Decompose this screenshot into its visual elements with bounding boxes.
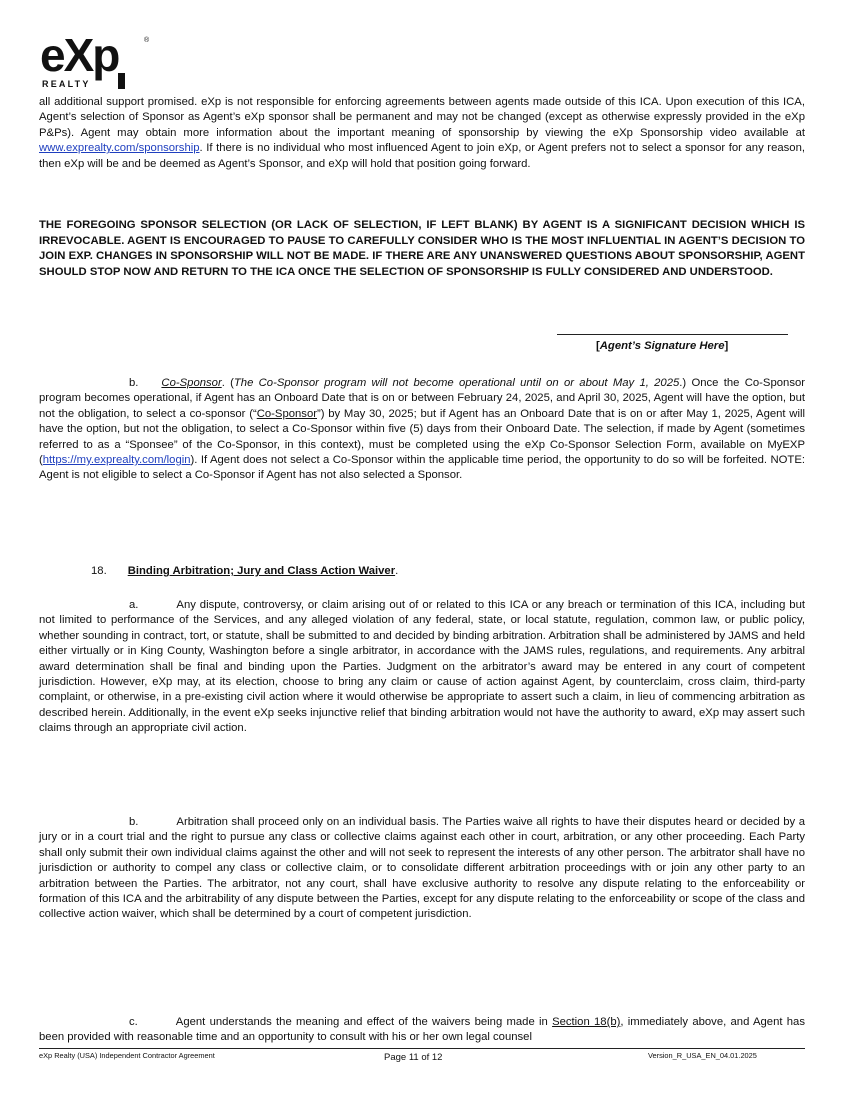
footer-page-number: Page 11 of 12	[384, 1052, 443, 1063]
cosponsor-title: Co-Sponsor	[161, 377, 222, 389]
sponsorship-warning: THE FOREGOING SPONSOR SELECTION (OR LACK OF SELECTION, IF LEFT BLANK) BY AGENT IS A SIGNIFICANT DECISION WHICH IS IRREVOCABLE. AGENT IS ENCOURAGED TO PAUSE TO CAREFULLY CONSIDER WHO IS THE MOST INFLUENTIAL IN AGENT’S DECISION TO JOIN EXP. CHANGES IN SPONSORSHIP WILL NOT BE MADE. IF THERE ARE ANY UNANSWERED QUESTIONS ABOUT SPONSORSHIP, AGENT SHOULD STOP NOW AND RETURN TO THE ICA ONCE THE SELECTION OF SPONSORSHIP IS FULLY CONSIDERED AND UNDERSTOOD.	[39, 219, 805, 278]
arbitration-paragraph-a: a. Any dispute, controversy, or claim arising out of or related to this ICA or any breach or termination of this ICA, including but not limited to performance of the Services, and any alleged violation of any federal, state, or local statute, regulation, common law, or public policy, whether sounding in contract, tort, or statute, shall be submitted to and decided by binding arbitration. Arbitration shall be administered by JAMS and held either virtually or in King County, Washington before a single arbitrator, in accordance with the JAMS rules, regulations, and requirements. Any arbitral award determination shall be final and binding upon the Parties. Judgment on the arbitrator’s award may be entered in any court of competent jurisdiction. However, eXp may, at its election, choose to bring any claim or cause of action against Agent, by counterclaim, cross claim, third-party complaint, or otherwise, in a pre-existing civil action where it would otherwise be appropriate to assert such a claim, in lieu of commencing arbitration as described herein. Additionally, in the event eXp seeks injunctive relief that binding arbitration would not have the authority to award, eXp may assert such claims through an appropriate civil action.	[39, 599, 805, 735]
sponsorship-link[interactable]: www.exprealty.com/sponsorship	[39, 142, 200, 155]
footer-divider	[39, 1048, 805, 1049]
arbitration-paragraph-c: c. Agent understands the meaning and effect of the waivers being made in Section 18(b), immediately above, and Agent has been provided with reasonable time and an opportunity to consult with his or her own legal counsel	[39, 1016, 805, 1044]
exp-realty-logo	[40, 33, 155, 89]
section-18b-reference: Section 18(b)	[552, 1016, 621, 1028]
logo-wordmark: eXp	[40, 33, 119, 81]
section-18-title: Binding Arbitration; Jury and Class Action Waiver	[127, 565, 396, 577]
sponsorship-paragraph: all additional support promised. eXp is not responsible for enforcing agreements between agents made outside of this ICA. Upon execution of this ICA, Agent’s selection of Sponsor as Agent’s eXp sponsor shall be permanent and may not be changed (except as otherwise expressly provided in the eXp P&Ps). Agent may obtain more information about the important meaning of sponsorship by viewing the eXp Sponsorship video available at www.exprealty.com/sponsorship. If there is no individual who most influenced Agent to join eXp, or Agent prefers not to select a sponsor for any reason, then eXp will be and be deemed as Agent’s Sponsor, and eXp will hold that position going forward.	[39, 96, 805, 170]
signature-line[interactable]	[557, 334, 788, 335]
logo-registered-mark: ®	[144, 37, 150, 44]
footer-document-title: eXp Realty (USA) Independent Contractor Agreement	[39, 1051, 215, 1060]
section-18-heading: 18. Binding Arbitration; Jury and Class Action Waiver.	[91, 565, 399, 577]
cosponsor-num: b.	[129, 377, 139, 389]
arbitration-paragraph-b: b. Arbitration shall proceed only on an individual basis. The Parties waive all rights to have their disputes heard or decided by a jury or in a court trial and the right to pursue any class or collective claims against each other in court, arbitration, or any other proceeding. Each Party shall only submit their own individual claims against the other and will not seek to represent the interests of any other person. The arbitrator shall have no jurisdiction or authority to compel any class or collective claim, or to consolidate different arbitration proceedings with or join any other party to an arbitration between the Parties. The arbitrator, not any court, shall have exclusive authority to resolve any dispute relating to the enforceability or formation of this ICA and the arbitrability of any dispute between the Parties, except for any dispute relating to the enforceability or scope of the class and collective action waiver, which shall be determined by a court of competent jurisdiction.	[39, 816, 805, 921]
signature-label: [Agent’s Signature Here]	[596, 340, 729, 352]
logo-subtitle: REALTY	[42, 79, 91, 89]
cosponsor-paragraph: b. Co-Sponsor. (The Co-Sponsor program will not become operational until on or about May 1, 2025.) Once the Co-Sponsor program becomes operational, if Agent has an Onboard Date that is on or between February 24, 2025, and April 30, 2025, Agent will have the option, but not the obligation, to select a co-sponsor (“Co-Sponsor”) by May 30, 2025; but if Agent has an Onboard Date that is on or after May 1, 2025, Agent will have the option, but not the obligation, to select a Co-Sponsor within five (5) days from their Onboard Date. The selection, if made by Agent (sometimes referred to as a “Sponsee” of the Co-Sponsor, in this context), must be completed using the eXp Co-Sponsor Selection Form, available on MyEXP (https://my.exprealty.com/login). If Agent does not select a Co-Sponsor within the applicable time period, the opportunity to do so will be forfeited. NOTE: Agent is not eligible to select a Co-Sponsor if Agent has not also selected a Sponsor.	[39, 377, 806, 482]
footer-version: Version_R_USA_EN_04.01.2025	[648, 1051, 757, 1060]
myexp-login-link[interactable]: https://my.exprealty.com/login	[42, 454, 191, 467]
